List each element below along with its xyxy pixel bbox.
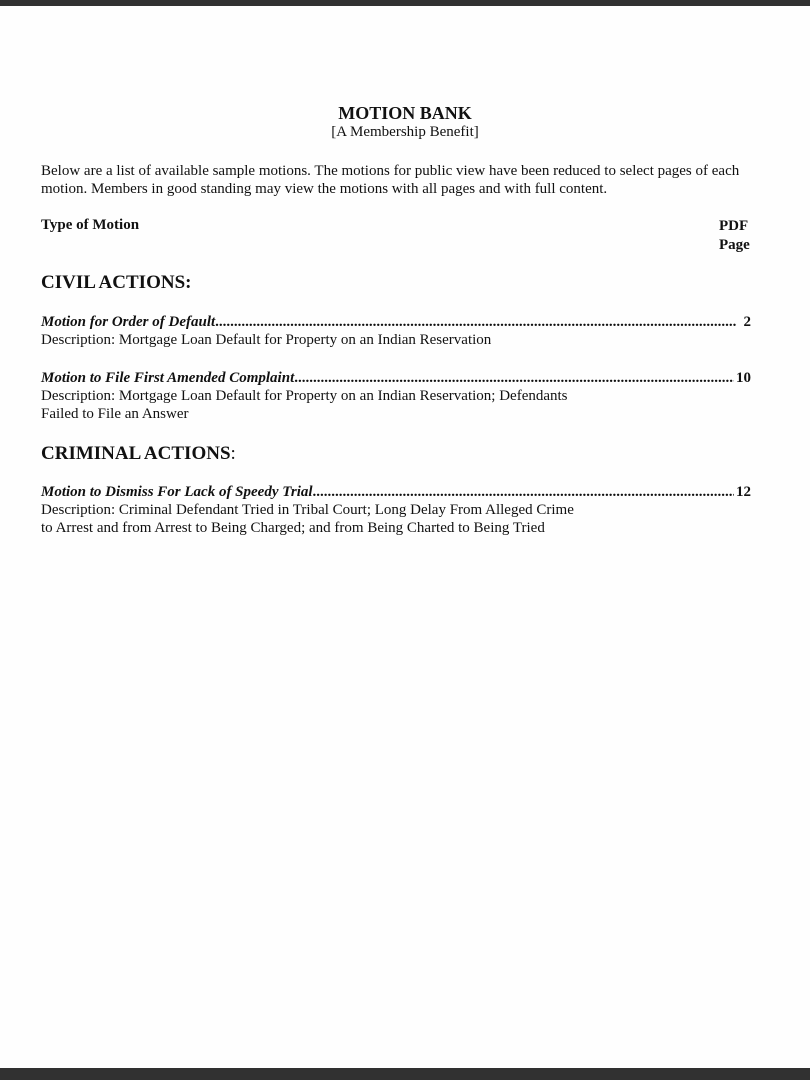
motion-entry[interactable] [41,313,751,349]
column-header-pdf-page [719,217,750,255]
viewer-bottom-bar [0,1068,810,1080]
motion-title[interactable]: Motion for Order of Default [41,314,216,330]
dot-leader [313,483,734,501]
motion-title[interactable]: Motion to Dismiss For Lack of Speedy Trial [41,484,313,500]
column-header-pdf: PDF [719,218,749,234]
dot-leader [294,369,734,387]
section-heading-text: CRIMINAL ACTIONS [41,443,231,464]
intro-paragraph: Below are a list of available sample motions. The motions for public view have been reduced to select pages of each motion. Members in good standing may view the motions with all pages and with full content. [41,163,740,197]
motion-page-number: 2 [743,314,751,330]
motion-description: Description: Mortgage Loan Default for Property on an Indian Reservation [41,332,492,348]
motion-page-number: 10 [736,370,751,386]
motion-page-number: 12 [736,484,751,500]
section-heading-civil: CIVIL ACTIONS: [41,272,192,293]
document-title: MOTION BANK [338,103,472,123]
document-subtitle: [A Membership Benefit] [331,124,479,140]
section-heading-criminal [41,443,236,465]
section-heading-colon: : [230,443,236,464]
motion-entry[interactable] [41,483,751,537]
motion-description: to Arrest and from Arrest to Being Charged; and from Being Charted to Being Tried [41,520,545,536]
motion-entry[interactable] [41,369,751,423]
dot-leader [215,313,735,331]
motion-title[interactable]: Motion to File First Amended Complaint [41,370,295,386]
motion-description: Description: Mortgage Loan Default for Property on an Indian Reservation; Defendants [41,388,568,404]
motion-description: Description: Criminal Defendant Tried in Tribal Court; Long Delay From Alleged Crime [41,502,574,518]
viewer-top-bar [0,0,810,6]
motion-description: Failed to File an Answer [41,406,189,422]
column-header-page: Page [719,237,750,253]
column-header-type: Type of Motion [41,217,140,233]
